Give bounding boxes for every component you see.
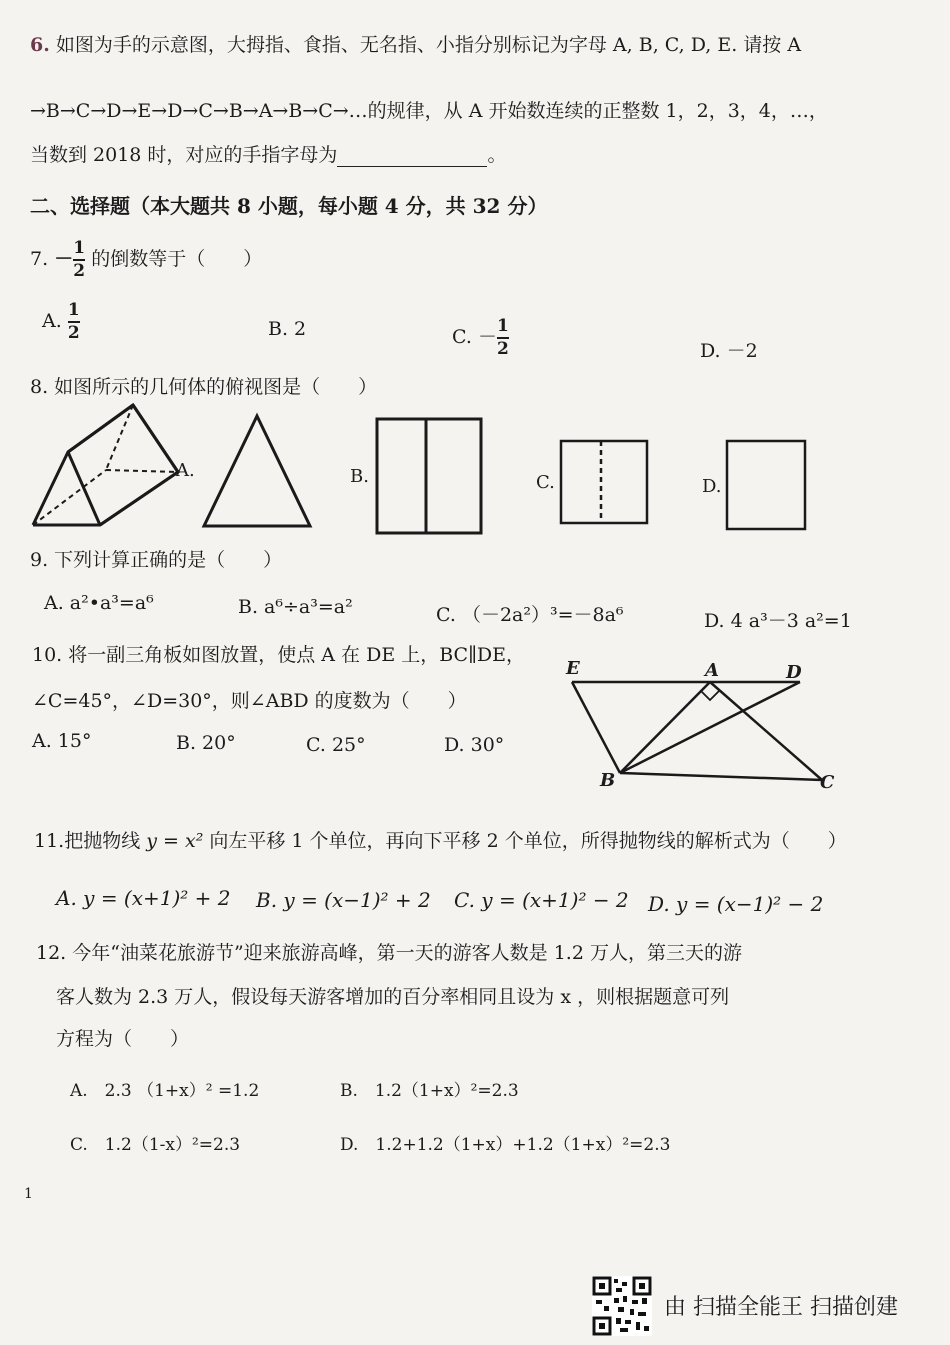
q6-line3 bbox=[30, 140, 506, 167]
q8-option-a-label[interactable]: A. bbox=[176, 460, 195, 481]
q7-option-c-fraction bbox=[497, 318, 509, 358]
q7-option-b[interactable]: B. 2 bbox=[268, 318, 307, 340]
q10-option-a[interactable]: A. 15° bbox=[32, 730, 92, 752]
q11-option-c[interactable]: C. y = (x+1)² − 2 bbox=[454, 888, 629, 912]
q10-label-a: A bbox=[705, 660, 719, 681]
q12-option-c[interactable]: C. 1.2（1-x）²=2.3 bbox=[70, 1135, 241, 1155]
q11-option-a[interactable]: A. y = (x+1)² + 2 bbox=[56, 886, 231, 910]
q7-option-c-label: C. － bbox=[452, 326, 497, 348]
q12-line2: 客人数为 2.3 万人，假设每天游客增加的百分率相同且设为 x ，则根据题意可列 bbox=[56, 986, 730, 1008]
q11-expression: y = x² bbox=[146, 830, 204, 852]
q6-text-1: 如图为手的示意图，大拇指、食指、无名指、小指分别标记为字母 A, B, C, D, E. 请按 A bbox=[55, 34, 802, 56]
q12-line3: 方程为（ ） bbox=[56, 1028, 190, 1050]
q8-option-c-rect[interactable] bbox=[558, 438, 652, 528]
q7-text: 的倒数等于（ ） bbox=[91, 248, 263, 270]
q8-option-d-rect[interactable] bbox=[724, 438, 810, 534]
q8-option-c-label[interactable]: C. bbox=[536, 472, 555, 493]
q8-option-a-triangle[interactable] bbox=[200, 412, 315, 530]
q11-text-b: 向左平移 1 个单位，再向下平移 2 个单位，所得抛物线的解析式为（ ） bbox=[203, 830, 847, 852]
q7-option-d[interactable]: D. －2 bbox=[700, 340, 758, 362]
q6-text-3-end: 。 bbox=[487, 144, 507, 166]
q8-stem: 8. 如图所示的几何体的俯视图是（ ） bbox=[30, 376, 378, 398]
q7-frac-num: 1 bbox=[73, 238, 86, 258]
q10-option-c[interactable]: C. 25° bbox=[306, 734, 366, 756]
q8-option-d-label[interactable]: D. bbox=[702, 476, 722, 497]
q12-option-a[interactable]: A. 2.3 （1+x）² =1.2 bbox=[70, 1081, 260, 1101]
q10-option-d[interactable]: D. 30° bbox=[444, 734, 505, 756]
q7-option-c-num: 1 bbox=[497, 316, 509, 336]
page-number: 1 bbox=[24, 1186, 33, 1202]
q8-option-b-rect[interactable] bbox=[374, 416, 486, 540]
q12-line1: 12. 今年“油菜花旅游节”迎来旅游高峰，第一天的游客人数是 1.2 万人，第三天的游 bbox=[36, 942, 742, 964]
q7-option-a-den: 2 bbox=[67, 323, 80, 343]
q6-line2: →B→C→D→E→D→C→B→A→B→C→…的规律，从 A 开始数连续的正整数 1，2，3，4，…， bbox=[30, 100, 828, 122]
q9-stem: 9. 下列计算正确的是（ ） bbox=[30, 549, 283, 571]
q6-number: 6. bbox=[30, 34, 50, 56]
q10-label-c: C bbox=[820, 772, 835, 793]
q11-stem bbox=[34, 826, 847, 853]
q7-frac-den: 2 bbox=[73, 261, 86, 281]
q7-option-a-num: 1 bbox=[67, 300, 80, 320]
q10-label-b: B bbox=[600, 770, 616, 791]
q10-label-e: E bbox=[566, 658, 580, 679]
q10-line1: 10. 将一副三角板如图放置，使点 A 在 DE 上，BC∥DE， bbox=[32, 644, 525, 666]
q8-prism-figure bbox=[28, 400, 188, 530]
q7-option-a-fraction bbox=[68, 302, 80, 342]
q9-option-b[interactable]: B. a⁶÷a³=a² bbox=[238, 596, 353, 618]
q12-option-d[interactable]: D. 1.2+1.2（1+x）+1.2（1+x）²=2.3 bbox=[340, 1135, 671, 1155]
q7-number: 7. bbox=[30, 248, 49, 270]
q7-option-a-label: A. bbox=[42, 310, 62, 332]
q7-option-c[interactable] bbox=[452, 318, 509, 358]
q6-line1 bbox=[30, 30, 801, 57]
q6-answer-blank[interactable] bbox=[337, 149, 487, 167]
q7-fraction bbox=[73, 240, 85, 280]
q6-text-3: 当数到 2018 时，对应的手指字母为 bbox=[30, 144, 338, 166]
q11-text-a: 11.把抛物线 bbox=[34, 830, 147, 852]
qr-code-icon bbox=[592, 1276, 652, 1340]
q7-stem bbox=[30, 240, 262, 280]
q9-option-c[interactable]: C. （－2a²）³=－8a⁶ bbox=[436, 604, 624, 626]
q10-label-d: D bbox=[786, 662, 802, 683]
q7-option-c-den: 2 bbox=[497, 339, 509, 359]
q12-option-b[interactable]: B. 1.2（1+x）²=2.3 bbox=[340, 1081, 519, 1101]
q7-option-a[interactable] bbox=[42, 302, 80, 342]
q11-option-d[interactable]: D. y = (x−1)² − 2 bbox=[648, 892, 824, 916]
q8-option-b-label[interactable]: B. bbox=[350, 466, 369, 487]
q11-option-b[interactable]: B. y = (x−1)² + 2 bbox=[256, 888, 431, 912]
q9-option-a[interactable]: A. a²•a³=a⁶ bbox=[44, 592, 154, 614]
section2-title: 二、选择题（本大题共 8 小题，每小题 4 分，共 32 分） bbox=[30, 194, 548, 218]
q10-option-b[interactable]: B. 20° bbox=[176, 732, 236, 754]
q9-option-d[interactable]: D. 4 a³－3 a²=1 bbox=[704, 610, 852, 632]
q10-line2: ∠C=45°，∠D=30°，则∠ABD 的度数为（ ） bbox=[32, 690, 467, 712]
footer-scanner-text: 由 扫描全能王 扫描创建 bbox=[664, 1295, 898, 1320]
q7-minus: － bbox=[54, 248, 74, 270]
